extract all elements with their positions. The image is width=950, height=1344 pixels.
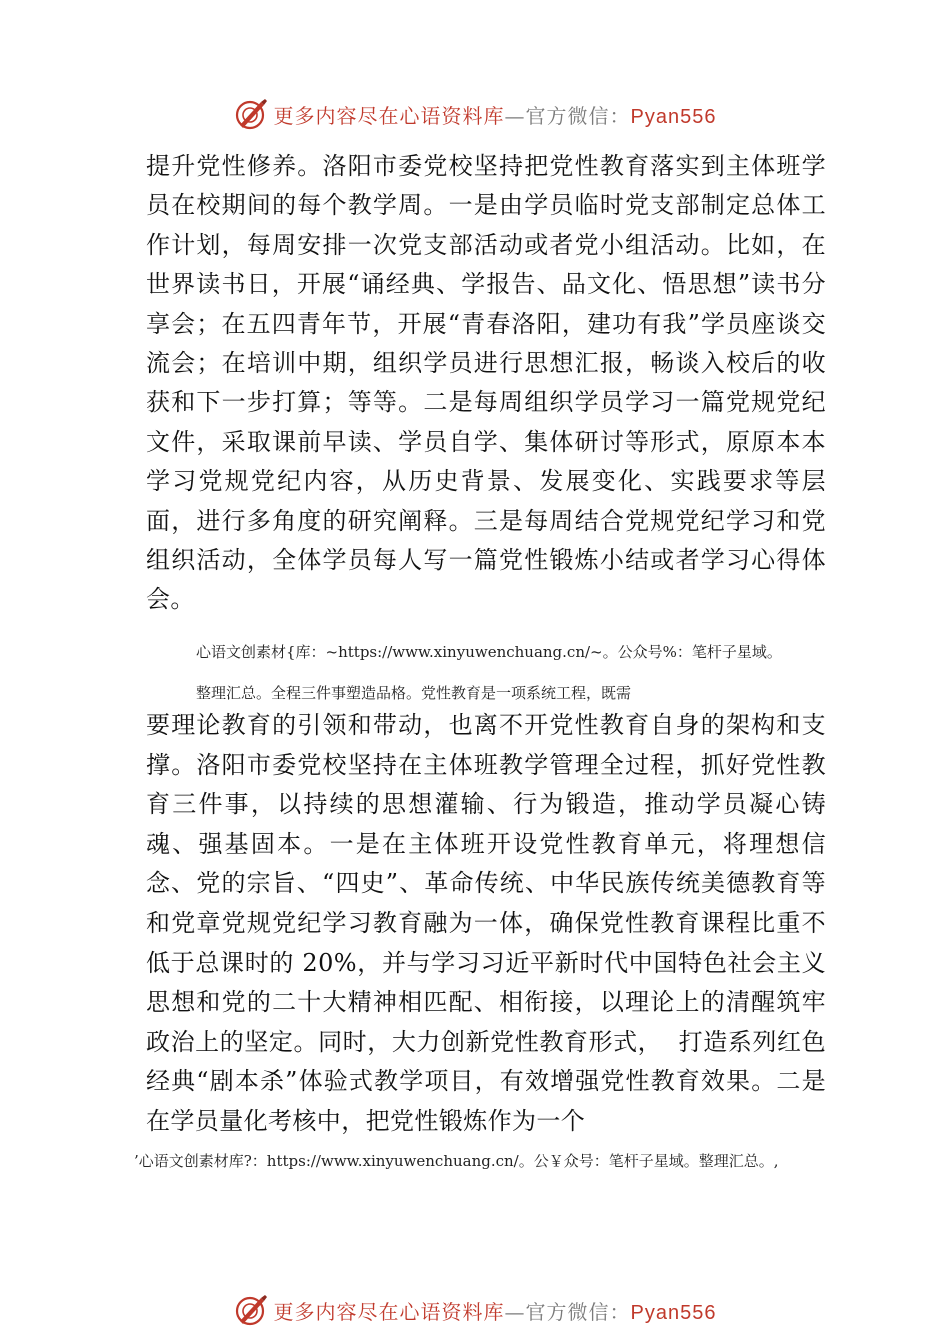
banner-wechat-id: Pyan556: [630, 1301, 717, 1324]
banner-text: [274, 1296, 717, 1325]
banner-brand-text: 更多内容尽在心语资料库: [273, 103, 505, 128]
source-note-3: ’心语文创素材库?：https://www.xinyuwenchuang.cn/。公￥众号：笔杆子星域。整理汇总。,: [134, 1152, 779, 1170]
body-paragraph-2: 要理论教育的引领和带动，也离不开党性教育自身的架构和支撑。洛阳市委党校坚持在主体班教学管理全过程，抓好党性教育三件事，以持续的思想灌输、行为锻造，推动学员凝心铸魂、强基固本。一是在主体班开设党性教育单元，将理想信念、党的宗旨、“四史”、革命传统、中华民族传统美德教育等和党章党规党纪学习教育融为一体，确保党性教育课程比重不低于总课时的 20%，并与学习习近平新时代中国特色社会主义思想和党的二十大精神相匹配、相衔接，以理论上的清醒筑牢政治上的坚定。同时，大力创新党性教育形式， 打造系列红色经典“剧本杀”体验式教学项目，有效增强党性教育效果。二是在学员量化考核中，把党性锻炼作为一个: [146, 711, 826, 1135]
banner-official-label: 官方微信：: [525, 103, 631, 128]
banner-wechat-id: Pyan556: [630, 105, 717, 128]
footer-banner: [0, 1290, 950, 1330]
banner-dash: —: [504, 1299, 526, 1324]
source-note-2: 整理汇总。全程三件事塑造品格。党性教育是一项系统工程，既需: [196, 684, 632, 702]
header-banner: [0, 94, 950, 134]
source-note-1: 心语文创素材{库：~https://www.xinyuwenchuang.cn/~。公众号%：笔杆子星域。: [196, 643, 782, 661]
banner-official-label: 官方微信：: [525, 1299, 631, 1324]
body-paragraph-1: 提升党性修养。洛阳市委党校坚持把党性教育落实到主体班学员在校期间的每个教学周。一是由学员临时党支部制定总体工作计划，每周安排一次党支部活动或者党小组活动。比如，在世界读书日，开展“诵经典、学报告、品文化、悟思想”读书分享会；在五四青年节，开展“青春洛阳，建功有我”学员座谈交流会；在培训中期，组织学员进行思想汇报，畅谈入校后的收获和下一步打算；等等。二是每周组织学员学习一篇党规党纪文件，采取课前早读、学员自学、集体研讨等形式，原原本本学习党规党纪内容，从历史背景、发展变化、实践要求等层面，进行多角度的研究阐释。三是每周结合党规党纪学习和党组织活动，全体学员每人写一篇党性锻炼小结或者学习心得体会。: [146, 152, 826, 614]
banner-text: [274, 100, 717, 129]
banner-dash: —: [504, 103, 526, 128]
pen-logo-icon: [234, 97, 268, 131]
banner-brand-text: 更多内容尽在心语资料库: [273, 1299, 505, 1324]
pen-logo-icon: [234, 1293, 268, 1327]
